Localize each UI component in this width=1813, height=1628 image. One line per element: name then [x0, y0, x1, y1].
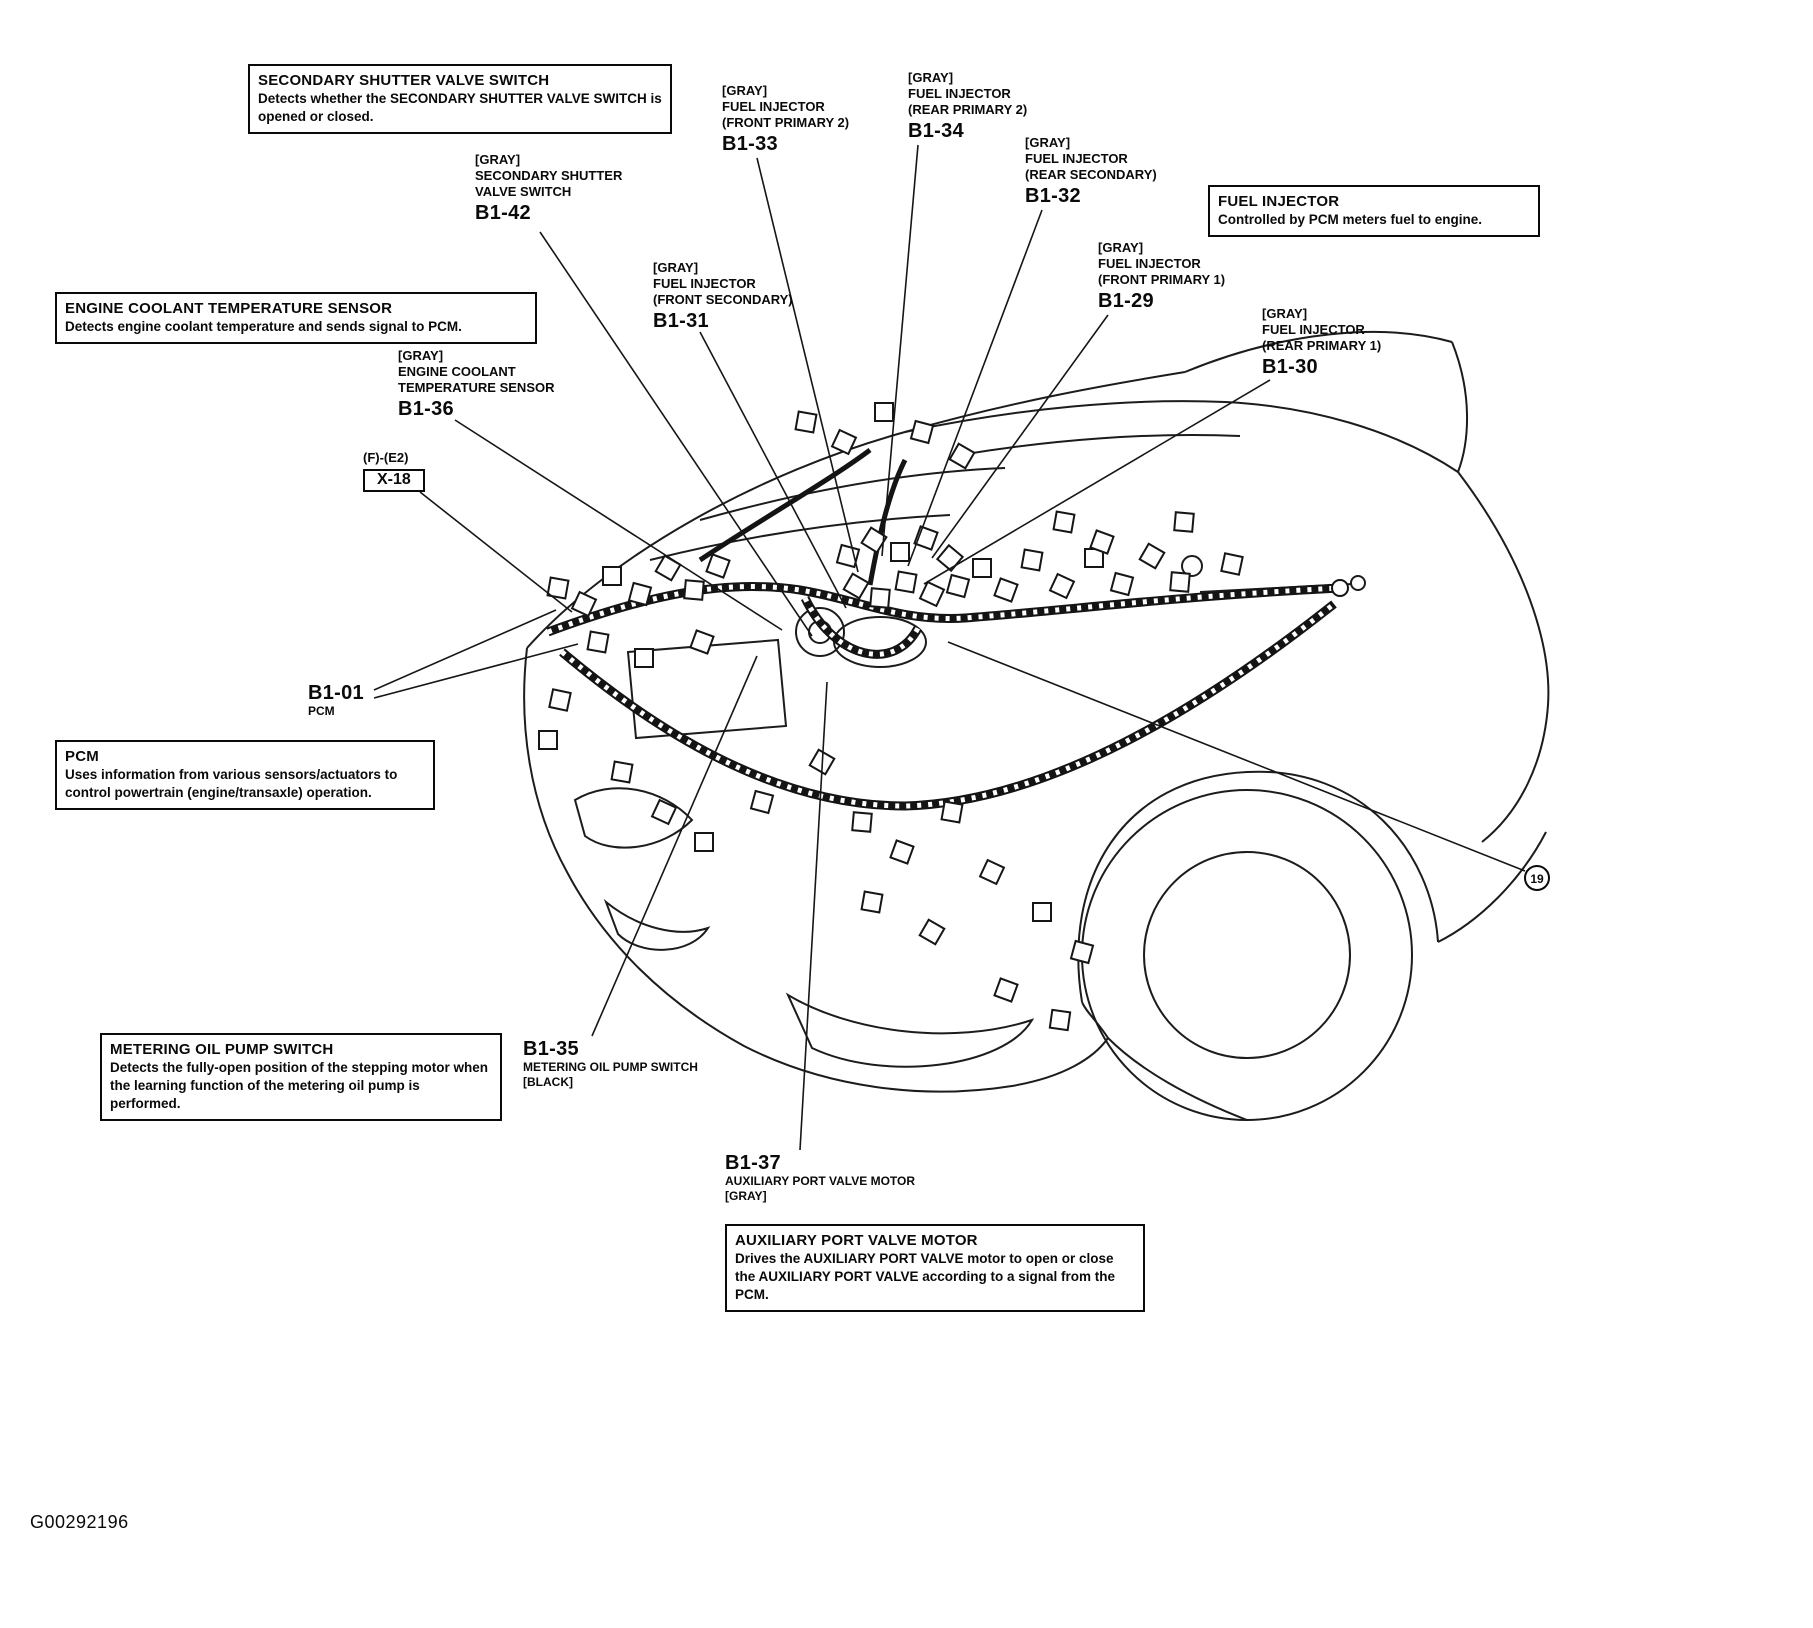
- right-fender-top: [1458, 472, 1548, 842]
- leader-b1-33: [757, 158, 858, 572]
- connector-plug: [1071, 941, 1093, 963]
- connector-plug: [796, 412, 817, 433]
- callout-title: ENGINE COOLANT TEMPERATURE SENSOR: [65, 300, 393, 317]
- leader-b1-36: [455, 420, 782, 630]
- connector-plug: [980, 860, 1004, 884]
- callout-title: PCM: [65, 748, 99, 765]
- connector-plug: [684, 580, 704, 600]
- connector-plug: [862, 892, 883, 913]
- grille-opening-large: [788, 995, 1032, 1067]
- connector-plug: [942, 802, 963, 823]
- connector-name-line: FUEL INJECTOR: [1025, 151, 1128, 166]
- label-b1-36: [398, 348, 555, 420]
- connector-color-tag: [GRAY]: [722, 83, 768, 98]
- connector-plug: [1174, 512, 1194, 532]
- leader-b1-32: [908, 210, 1042, 566]
- connector-plug: [539, 731, 557, 749]
- label-b1-30: [1262, 306, 1381, 378]
- connector-name-line: FUEL INJECTOR: [1098, 256, 1201, 271]
- connector-name-line: (REAR PRIMARY 1): [1262, 338, 1382, 353]
- connector-name-line: SECONDARY SHUTTER: [475, 168, 623, 183]
- leader-b1-01-b: [374, 644, 578, 698]
- connector-name-line: FUEL INJECTOR: [722, 99, 825, 114]
- connector-plug: [1050, 574, 1074, 598]
- wheel-arch: [1078, 772, 1438, 1002]
- strut-bar-end: [1351, 576, 1365, 590]
- callout-body: Detects engine coolant temperature and sends signal to PCM.: [65, 319, 462, 334]
- connector-code: B1-30: [1262, 356, 1318, 378]
- connector-code: B1-31: [653, 310, 709, 332]
- connector-plug: [1054, 512, 1075, 533]
- connector-code: B1-35: [523, 1038, 579, 1060]
- connector-plug: [603, 567, 621, 585]
- connector-name-line: (REAR PRIMARY 2): [908, 102, 1028, 117]
- connector-plug: [891, 543, 909, 561]
- leader-b1-37: [800, 682, 827, 1150]
- connector-plug: [612, 762, 633, 783]
- callout-engine-coolant-temperature-sensor: [55, 292, 537, 344]
- car-body-outline: [524, 332, 1548, 1120]
- label-b1-34: [908, 70, 1027, 142]
- figure-id: G00292196: [30, 1512, 129, 1532]
- label-x-18: [363, 450, 425, 492]
- headlight: [575, 788, 692, 847]
- connector-color-tag: [GRAY]: [908, 70, 954, 85]
- connector-plug: [852, 812, 872, 832]
- callout-body: Drives the AUXILIARY PORT VALVE motor to open or close the AUXILIARY PORT VALVE according to a signal from the PCM.: [735, 1251, 1116, 1302]
- connector-plug: [920, 582, 944, 606]
- cowl-line: [905, 401, 1458, 472]
- callout-body: Detects whether the SECONDARY SHUTTER VALVE SWITCH is opened or closed.: [258, 91, 662, 124]
- connector-name-line: FUEL INJECTOR: [653, 276, 756, 291]
- connector-plug: [994, 578, 1017, 601]
- connector-name-line: (FRONT PRIMARY 2): [722, 115, 850, 130]
- connector-plug: [1140, 544, 1165, 569]
- connector-color-tag: [GRAY]: [1262, 306, 1308, 321]
- connector-code: B1-29: [1098, 290, 1154, 312]
- connector-plug: [1170, 572, 1190, 592]
- label-b1-42: [475, 152, 622, 224]
- connector-plug: [890, 840, 913, 863]
- bay-interior-line-1: [700, 468, 1005, 520]
- front-tire: [1082, 790, 1412, 1120]
- callout-title: METERING OIL PUMP SWITCH: [110, 1041, 334, 1058]
- callout-title: FUEL INJECTOR: [1218, 193, 1340, 210]
- callout-body: Uses information from various sensors/actuators to control powertrain (engine/transaxle) operation.: [65, 767, 398, 800]
- connector-plug: [690, 630, 713, 653]
- connector-plug: [875, 403, 893, 421]
- callout-secondary-shutter-valve-switch: [248, 64, 672, 134]
- connector-color-tag: [GRAY]: [1098, 240, 1144, 255]
- callout-pcm: [55, 740, 435, 810]
- connector-color-tag: [BLACK]: [523, 1075, 573, 1089]
- connector-code: B1-01: [308, 682, 364, 704]
- connector-plug: [1033, 903, 1051, 921]
- connector-plug: [656, 556, 681, 581]
- connector-code: B1-33: [722, 133, 778, 155]
- connector-plug: [751, 791, 773, 813]
- windshield-right-edge: [1452, 342, 1467, 472]
- harness-branch-top: [700, 450, 870, 560]
- label-b1-01: [308, 682, 364, 719]
- label-b1-35: [523, 1038, 698, 1090]
- connector-plug: [870, 588, 890, 608]
- connector-name-line: (REAR SECONDARY): [1025, 167, 1157, 182]
- connector-plug: [973, 559, 991, 577]
- label-b1-37: [725, 1152, 915, 1204]
- connector-name-line: (FRONT PRIMARY 1): [1098, 272, 1226, 287]
- leader-b1-34: [882, 145, 918, 556]
- connector-plug: [635, 649, 653, 667]
- connector-plug: [549, 689, 570, 710]
- connector-code-boxed: X-18: [363, 469, 425, 492]
- callout-body: Controlled by PCM meters fuel to engine.: [1218, 212, 1483, 227]
- connector-color-tag: [GRAY]: [398, 348, 444, 363]
- wiper-line: [960, 435, 1240, 455]
- connector-name-line: VALVE SWITCH: [475, 184, 572, 199]
- leader-b1-01-a: [374, 610, 556, 690]
- leader-b1-35: [592, 656, 757, 1036]
- connector-name-line: ENGINE COOLANT: [398, 364, 516, 379]
- connector-name-line: (FRONT SECONDARY): [653, 292, 793, 307]
- connector-plug: [920, 920, 945, 945]
- label-b1-31: [653, 260, 793, 332]
- front-wheel-rim: [1144, 852, 1350, 1058]
- connector-name-line: FUEL INJECTOR: [1262, 322, 1365, 337]
- connector-code: B1-36: [398, 398, 454, 420]
- connector-plug: [896, 572, 917, 593]
- leader-x-18: [420, 492, 572, 612]
- connector-plug: [1221, 553, 1242, 574]
- connector-sub-label: AUXILIARY PORT VALVE MOTOR: [725, 1174, 916, 1188]
- connector-color-tag: [GRAY]: [725, 1189, 767, 1203]
- ref-circle-19: [1525, 866, 1549, 890]
- connector-color-tag: [GRAY]: [1025, 135, 1071, 150]
- connector-name-line: FUEL INJECTOR: [908, 86, 1011, 101]
- leader-b1-29: [932, 315, 1108, 558]
- callout-auxiliary-port-valve-motor: [725, 1224, 1145, 1312]
- connector-color-tag: [GRAY]: [475, 152, 521, 167]
- grille-opening-small: [606, 902, 708, 950]
- connector-plug: [629, 583, 651, 605]
- connector-plug: [695, 833, 713, 851]
- connector-code: B1-32: [1025, 185, 1081, 207]
- connector-plug: [1050, 1010, 1070, 1030]
- callout-title: SECONDARY SHUTTER VALVE SWITCH: [258, 72, 550, 89]
- label-b1-33: [722, 83, 849, 155]
- connector-sub-label: PCM: [308, 704, 335, 718]
- leader-lines: [374, 145, 1525, 1150]
- connector-plug: [1111, 573, 1133, 595]
- callout-metering-oil-pump-switch: [100, 1033, 502, 1121]
- connector-plug: [1022, 550, 1043, 571]
- connector-plug: [994, 978, 1017, 1001]
- connector-plug: [937, 545, 962, 570]
- connector-plug: [706, 554, 729, 577]
- callout-body: Detects the fully-open position of the stepping motor when the learning function of the metering oil pump is performed.: [110, 1060, 488, 1111]
- connector-plug: [832, 430, 856, 454]
- label-b1-29: [1098, 240, 1225, 312]
- connector-name-line: TEMPERATURE SENSOR: [398, 380, 555, 395]
- connector-code: B1-37: [725, 1152, 781, 1174]
- connector-plug: [947, 575, 969, 597]
- fender-inner-line: [1108, 1038, 1247, 1120]
- connector-circuit-tag: (F)-(E2): [363, 450, 409, 465]
- connector-plug: [588, 632, 609, 653]
- harness-end-connector: [1332, 580, 1348, 596]
- callout-fuel-injector: [1208, 185, 1540, 237]
- callout-title: AUXILIARY PORT VALVE MOTOR: [735, 1232, 978, 1249]
- connector-plug: [911, 421, 933, 443]
- connector-sub-label: METERING OIL PUMP SWITCH: [523, 1060, 698, 1074]
- label-b1-32: [1025, 135, 1157, 207]
- connector-code: B1-34: [908, 120, 964, 142]
- connector-plug: [844, 574, 869, 599]
- connector-color-tag: [GRAY]: [653, 260, 699, 275]
- connector-code: B1-42: [475, 202, 531, 224]
- ref-circle-number: 19: [1530, 872, 1544, 886]
